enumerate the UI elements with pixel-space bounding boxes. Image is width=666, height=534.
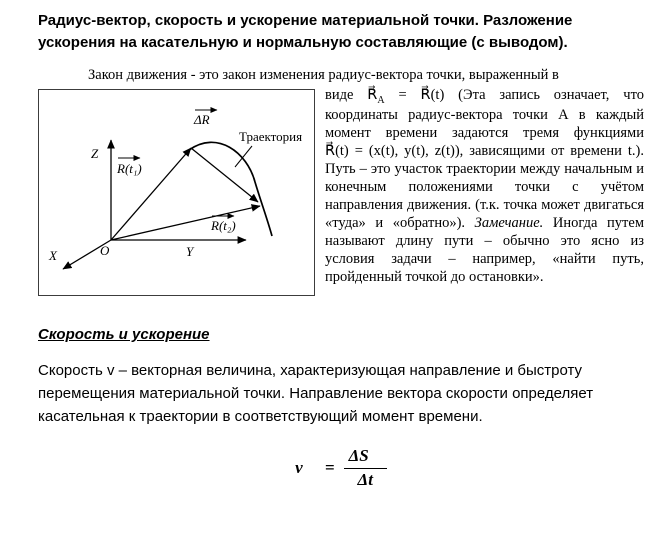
law-first-line: Закон движения - это закон изменения радиус-вектора точки, выраженный в (88, 66, 559, 83)
trajectory-figure-svg (39, 90, 314, 295)
fraction-numerator: ΔS⃗ (344, 446, 387, 468)
radius-vector-rhs: = R⃗(t) (384, 86, 445, 103)
trajectory-figure (38, 89, 315, 296)
delta-r-label: ΔR (194, 111, 210, 127)
page-title: Радиус-вектор, скорость и ускорение материальной точки. Разложение ускорения на касательную и нормальную составляющие (с выводом). (38, 12, 573, 51)
r2-label: R(t₂) (211, 217, 236, 233)
radius-vector-symbol: R⃗ (367, 86, 378, 103)
law-text-run-1: виде (325, 86, 368, 103)
r1-label: R(t₁) (117, 160, 142, 176)
speed-definition-paragraph: Скорость v – векторная величина, характеризующая направление и быстроту перемещения материальной точки. Направление вектора скорости определяет касательная к траектории в соответствующий момент времени. (38, 361, 594, 426)
origin-label: O (100, 242, 110, 258)
trajectory-label: Траектория (239, 128, 303, 144)
trajectory-leader-line (235, 146, 252, 167)
delta-r-vector (191, 148, 258, 202)
y-axis-label: Y (186, 243, 194, 259)
r2-vector (111, 206, 260, 240)
velocity-symbol: v⃗ (295, 458, 316, 478)
speed-acceleration-heading: Скорость и ускорение (38, 325, 210, 343)
velocity-fraction (344, 446, 387, 490)
remark-label: Замечание. (474, 214, 544, 231)
x-axis-label: X (49, 247, 57, 263)
z-axis-label: Z (91, 145, 99, 161)
law-text-run-4: Иногда путем называют длину пути – обычно это ясно из условия задачи – например, «найти путь, пройденный точкой до остановки». (325, 214, 645, 285)
fraction-denominator: Δt (357, 469, 373, 489)
law-text-run-3: , зависящими от времени t.). Путь – это участок траектории между начальным и конечным положениями точки с учётом направления движения. (т.к. точка может двигаться «туда» и «обратно»). (325, 142, 644, 231)
radius-vector-subscript: A (377, 94, 385, 106)
radius-vector-formula (367, 86, 445, 106)
law-text-run-2: (Эта запись означает, что координаты радиус-вектора точки А в каждый момент времени задаются тремя функциями (325, 86, 644, 141)
equals-sign: = (324, 458, 335, 478)
coordinates-formula: R⃗(t) = (x(t), y(t), z(t)) (325, 142, 460, 159)
velocity-formula (38, 446, 644, 490)
